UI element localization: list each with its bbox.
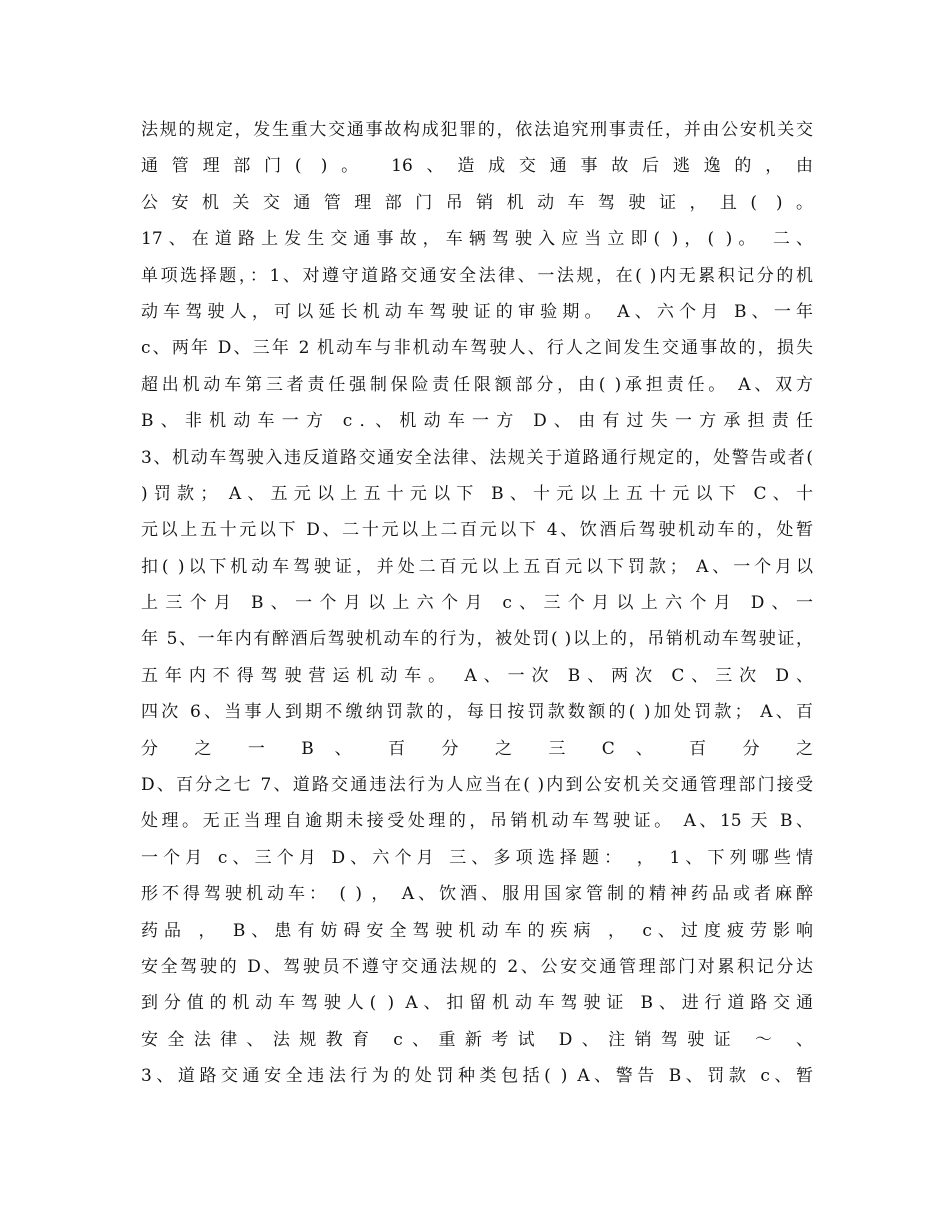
text-line: 法规的规定，发生重大交通事故构成犯罪的，依法追究刑事责任，并由公安机关交 bbox=[141, 120, 813, 140]
text-line: 药品 ， B、患有妨碍安全驾驶机动车的疾病 ， c、过度疲劳影响 bbox=[141, 920, 813, 941]
text-line: 单项选择题，：1、对遵守道路交通安全法律、一法规，在( )内无累积记分的机 bbox=[141, 265, 813, 286]
text-line: 动车驾驶人，可以延长机动车驾驶证的审验期。 A、六个月 B、一年 bbox=[141, 301, 813, 322]
text-line: 3、机动车驾驶入违反道路交通安全法律、法规关于道路通行规定的，处警告或者( bbox=[141, 447, 813, 468]
text-line: 四次 6、当事人到期不缴纳罚款的，每日按罚款数额的( )加处罚款； A、百 bbox=[141, 702, 813, 723]
text-line: 形不得驾驶机动车： ( ) ， A、饮酒、服用国家管制的精神药品或者麻醉 bbox=[141, 884, 813, 905]
text-line: 五年内不得驾驶营运机动车。 A、一次 B、两次 C、三次 D、 bbox=[141, 665, 813, 686]
text-line: D、百分之七 7、道路交通违法行为人应当在( )内到公安机关交通管理部门接受 bbox=[141, 775, 813, 796]
text-line: 扣( )以下机动车驾驶证，并处二百元以上五百元以下罚款； A、一个月以 bbox=[141, 556, 813, 577]
text-line: 安全驾驶的 D、驾驶员不遵守交通法规的 2、公安交通管理部门对累积记分达 bbox=[141, 956, 813, 977]
text-line: 元以上五十元以下 D、二十元以上二百元以下 4、饮酒后驾驶机动车的，处暂 bbox=[141, 520, 813, 541]
text-line: 到分值的机动车驾驶人( ) A、扣留机动车驾驶证 B、进行道路交通 bbox=[141, 993, 813, 1014]
text-line: 3、道路交通安全违法行为的处罚种类包括( ) A、警告 B、罚款 c、暂 bbox=[141, 1066, 813, 1087]
text-line: c、两年 D、三年 2 机动车与非机动车驾驶人、行人之间发生交通事故的，损失 bbox=[141, 338, 813, 359]
text-line: 处理。无正当理自逾期未接受处理的，吊销机动车驾驶证。 A、15 天 B、 bbox=[141, 811, 813, 832]
text-line: B、非机动车一方 c．、机动车一方 D、由有过失一方承担责任 bbox=[141, 411, 813, 432]
text-line: 17、在道路上发生交通事故，车辆驾驶入应当立即( )，( )。 二、 bbox=[141, 229, 813, 250]
body-text bbox=[141, 112, 813, 1095]
text-line: )罚款； A、五元以上五十元以下 B、十元以上五十元以下 C、十 bbox=[141, 483, 813, 504]
text-line: 超出机动车第三者责任强制保险责任限额部分，由( )承担责任。 A、双方 bbox=[141, 374, 813, 395]
text-line: 公安机关交通管理部门吊销机动车驾驶证，且( )。 bbox=[141, 192, 813, 213]
text-line: 通管理部门( )。 16、造成交通事故后逃逸的，由 bbox=[141, 156, 813, 177]
text-line: 年 5、一年内有醉酒后驾驶机动车的行为，被处罚( )以上的，吊销机动车驾驶证， bbox=[141, 629, 813, 650]
text-line: 安全法律、法规教育 c、重新考试 D、注销驾驶证 ～ 、 bbox=[141, 1029, 813, 1050]
text-line: 上三个月 B、一个月以上六个月 c、三个月以上六个月 D、一 bbox=[141, 593, 813, 614]
text-line: 分 之 一 B 、 百 分 之 三 C 、 百 分 之 bbox=[141, 738, 813, 759]
text-line: 一个月 c、三个月 D、六个月 三、多项选择题： ， 1、下列哪些情 bbox=[141, 847, 813, 868]
